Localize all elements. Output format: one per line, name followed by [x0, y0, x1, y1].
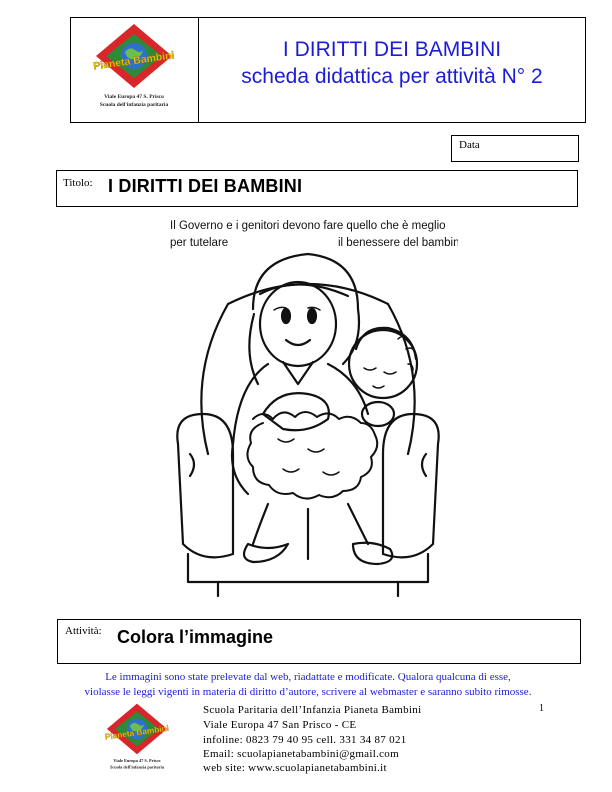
logo-name: Pianeta Bambini: [92, 49, 176, 73]
logo-line1: Viale Europa 47 S. Prisco: [104, 94, 164, 100]
activity-value: Colora l’immagine: [117, 627, 274, 647]
footer-address: Viale Europa 47 San Prisco - CE: [203, 719, 357, 731]
page-number: 1: [539, 703, 544, 714]
footer-email: Email: scuolapianetabambini@gmail.com: [203, 748, 399, 760]
illustration-caption-line2-left: per tutelare: [170, 237, 229, 249]
footer-logo-line1: Viale Europa 47 S. Prisco: [113, 758, 161, 764]
footer-logo-line2: Scuola dell'infanzia paritaria: [109, 764, 165, 770]
copyright-disclaimer: [22, 670, 594, 700]
footer-school-logo: [92, 702, 182, 778]
school-logo: [78, 22, 190, 118]
header-title-block: [199, 36, 585, 90]
date-label: Data: [459, 139, 480, 151]
disclaimer-line2: violasse le leggi vigenti in materia di diritto d’autore, scrivere al webmaster e saranno subito rimosse.: [84, 686, 532, 698]
footer-school-name: Scuola Paritaria dell’Infanzia Pianeta Bambini: [203, 704, 422, 716]
footer-phones: infoline: 0823 79 40 95 cell. 331 34 87 021: [203, 734, 407, 746]
header-subtitle: scheda didattica per attività N° 2: [241, 65, 543, 88]
title-value: I DIRITTI DEI BAMBINI: [108, 176, 303, 196]
footer-website: web site: www.scuolapianetabambini.it: [203, 762, 387, 774]
footer-logo-name: Pianeta Bambini: [104, 722, 170, 742]
title-label: Titolo:: [63, 177, 93, 189]
disclaimer-line1: Le immagini sono state prelevate dal web, riadattate e modificate. Qualora qualcuna di esse,: [105, 671, 511, 683]
header-title: I DIRITTI DEI BAMBINI: [282, 38, 502, 61]
coloring-illustration: [158, 214, 458, 614]
logo-line2: Scuola dell'infanzia paritaria: [99, 102, 169, 108]
illustration-caption-line1: Il Governo e i genitori devono fare quello che è meglio: [170, 220, 446, 232]
activity-label: Attività:: [65, 625, 102, 637]
illustration-caption-line2-right: il benessere del bambino: [338, 237, 458, 249]
